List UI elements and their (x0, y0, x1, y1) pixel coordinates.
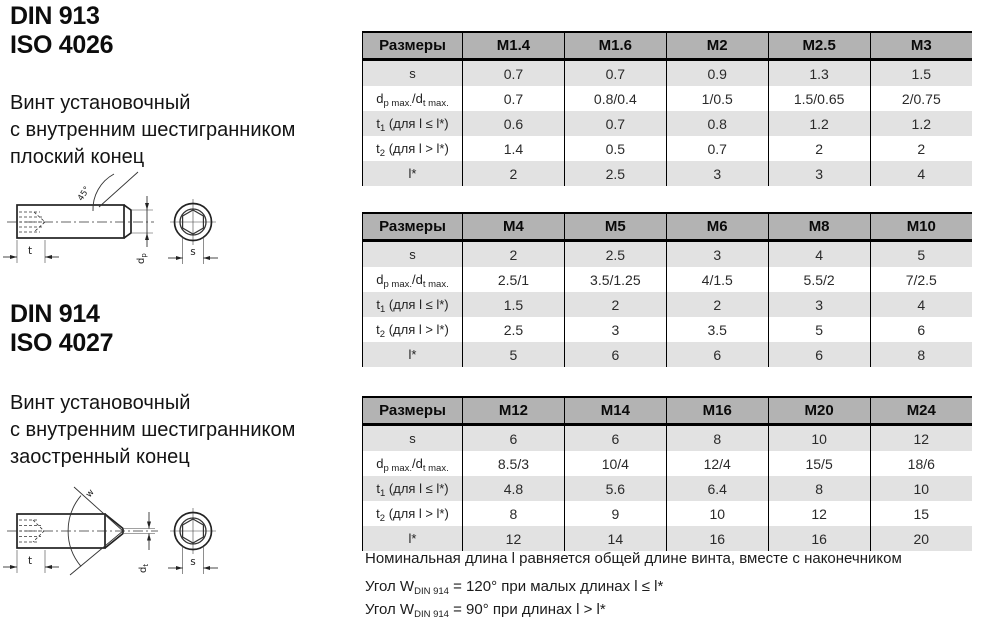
table-row (363, 476, 973, 501)
value-cell: 8 (870, 342, 972, 367)
value-cell: 5.5/2 (768, 267, 870, 292)
value-cell: 4 (870, 161, 972, 186)
text-part: (для l ≤ l*) (385, 481, 449, 496)
value-cell: 15/5 (768, 451, 870, 476)
value-cell: 5 (870, 241, 972, 268)
subscript-text: p max. (383, 279, 413, 290)
size-column-header: M14 (564, 397, 666, 425)
value-cell: 0.7 (564, 111, 666, 136)
dimensions-table-m1.4-m3 (362, 31, 972, 186)
text-part: d (376, 272, 384, 287)
text-part: (для l > l*) (385, 506, 449, 521)
end-view (170, 199, 216, 245)
value-cell: 5 (768, 317, 870, 342)
value-cell: 7/2.5 (870, 267, 972, 292)
value-cell: 5.6 (564, 476, 666, 501)
value-cell: 16 (666, 526, 768, 551)
size-column-header: M10 (870, 213, 972, 241)
flat-point-tip (124, 205, 131, 238)
screw-body (17, 205, 124, 238)
text-part: t (376, 322, 380, 337)
table-row (363, 317, 973, 342)
value-cell: 2 (666, 292, 768, 317)
value-cell: 8 (666, 425, 768, 452)
value-cell: 2.5/1 (463, 267, 565, 292)
value-cell: 12/4 (666, 451, 768, 476)
row-label (363, 86, 463, 111)
product-description-1 (10, 90, 295, 171)
value-cell: 2 (564, 292, 666, 317)
standard-heading-1 (10, 2, 113, 60)
chamfer-angle-label: 45° (76, 184, 93, 203)
dimensions-table-m4-m10 (362, 212, 972, 367)
value-cell: 10 (870, 476, 972, 501)
size-column-header: M1.6 (564, 32, 666, 60)
row-label (363, 425, 463, 452)
value-cell: 6 (564, 425, 666, 452)
value-cell: 1.5 (463, 292, 565, 317)
table-row (363, 425, 973, 452)
value-cell: 10/4 (564, 451, 666, 476)
text-part: (для l ≤ l*) (385, 116, 449, 131)
text-part: Угол W (365, 578, 415, 595)
subscript-text: t max. (422, 98, 449, 109)
value-cell: 2.5 (564, 161, 666, 186)
value-cell: 6 (870, 317, 972, 342)
size-column-header: M16 (666, 397, 768, 425)
value-cell: 2 (768, 136, 870, 161)
row-label (363, 342, 463, 367)
value-cell: 5 (463, 342, 565, 367)
subscript-text: 1 (380, 304, 386, 315)
end-view (170, 508, 216, 554)
table-row (363, 292, 973, 317)
size-column-header: M2 (666, 32, 768, 60)
value-cell: 15 (870, 501, 972, 526)
value-cell: 1.5/0.65 (768, 86, 870, 111)
text-part: Номинальная длина l равняется общей длине винта, вместе с наконечником (365, 550, 902, 567)
value-cell: 0.7 (564, 60, 666, 87)
value-cell: 6 (666, 342, 768, 367)
cone-angle-callout (68, 487, 123, 575)
size-column-header: M24 (870, 397, 972, 425)
value-cell: 1.4 (463, 136, 565, 161)
description-line: заостренный конец (10, 446, 190, 468)
product-description-2 (10, 390, 295, 471)
value-cell: 3 (666, 241, 768, 268)
value-cell: 12 (768, 501, 870, 526)
dimension-t (3, 240, 59, 263)
value-cell: 8.5/3 (463, 451, 565, 476)
subscript-text: DIN 914 (414, 609, 449, 620)
value-cell: 6 (768, 342, 870, 367)
subscript-text: t max. (422, 279, 449, 290)
dimensions-table-m12-m24 (362, 396, 972, 551)
value-cell: 0.7 (666, 136, 768, 161)
value-cell: 1.5 (870, 60, 972, 87)
cone-angle-label: w (84, 487, 97, 500)
table-row (363, 60, 973, 87)
row-label (363, 501, 463, 526)
value-cell: 3 (768, 292, 870, 317)
value-cell: 4.8 (463, 476, 565, 501)
description-line: с внутренним шестигранником (10, 119, 296, 141)
text-part: /d (412, 272, 423, 287)
dimension-dp (131, 196, 153, 264)
value-cell: 9 (564, 501, 666, 526)
text-part: (для l > l*) (385, 322, 449, 337)
value-cell: 0.9 (666, 60, 768, 87)
standard-heading-2 (10, 300, 113, 358)
value-cell: 0.5 (564, 136, 666, 161)
text-part: t (376, 481, 381, 496)
set-screw-cone-end-drawing (0, 470, 232, 588)
value-cell: 3 (666, 161, 768, 186)
description-line: с внутренним шестигранником (10, 419, 296, 441)
row-label (363, 526, 463, 551)
table-row (363, 241, 973, 268)
value-cell: 3 (768, 161, 870, 186)
dimension-dp-label: $d_p$ (136, 253, 148, 264)
size-column-header: M2.5 (768, 32, 870, 60)
size-column-header: M12 (463, 397, 565, 425)
subscript-text: t max. (422, 463, 449, 474)
row-label (363, 317, 463, 342)
text-part: l* (408, 531, 417, 546)
iso-4026-label: ISO 4026 (10, 31, 114, 59)
table-row (363, 342, 973, 367)
value-cell: 2 (463, 241, 565, 268)
table-header-row (363, 32, 973, 60)
dimension-dt (123, 512, 155, 573)
set-screw-flat-end-drawing (0, 166, 232, 272)
dimension-t-label: t (27, 245, 33, 257)
size-column-header: M4 (463, 213, 565, 241)
value-cell: 18/6 (870, 451, 972, 476)
value-cell: 0.6 (463, 111, 565, 136)
text-part: t (376, 506, 380, 521)
row-label (363, 60, 463, 87)
subscript-text: 2 (379, 329, 386, 340)
value-cell: 2 (870, 136, 972, 161)
description-line: Винт установочный (10, 392, 191, 414)
table-row (363, 526, 973, 551)
table-row (363, 111, 973, 136)
table-header-row (363, 397, 973, 425)
size-column-header: M5 (564, 213, 666, 241)
size-column-header: M6 (666, 213, 768, 241)
text-part: Угол W (365, 601, 415, 618)
row-label (363, 451, 463, 476)
value-cell: 8 (768, 476, 870, 501)
note-nominal-length (365, 550, 902, 567)
value-cell: 8 (463, 501, 565, 526)
subscript-text: 1 (380, 488, 386, 499)
text-part: d (376, 456, 384, 471)
text-part: t (376, 116, 381, 131)
value-cell: 12 (870, 425, 972, 452)
size-column-header: M3 (870, 32, 972, 60)
value-cell: 10 (768, 425, 870, 452)
subscript-text: p max. (383, 463, 413, 474)
table-header-row (363, 213, 973, 241)
din-913-label: DIN 913 (10, 2, 100, 30)
table-row (363, 451, 973, 476)
note-angle-120 (365, 578, 663, 595)
row-label (363, 161, 463, 186)
value-cell: 4 (768, 241, 870, 268)
subscript-text: 1 (380, 123, 386, 134)
value-cell: 12 (463, 526, 565, 551)
value-cell: 10 (666, 501, 768, 526)
value-cell: 2/0.75 (870, 86, 972, 111)
dimension-dt-label: $d_t$ (138, 563, 150, 573)
value-cell: 0.8/0.4 (564, 86, 666, 111)
value-cell: 6 (564, 342, 666, 367)
value-cell: 3.5 (666, 317, 768, 342)
table-row (363, 501, 973, 526)
iso-4027-label: ISO 4027 (10, 329, 114, 357)
text-part: = 120° при малых длинах l ≤ l* (448, 578, 664, 595)
row-label (363, 292, 463, 317)
value-cell: 0.7 (463, 86, 565, 111)
description-line: Винт установочный (10, 92, 191, 114)
dimension-t-label: t (27, 555, 33, 567)
value-cell: 3.5/1.25 (564, 267, 666, 292)
dimension-s-label: s (190, 556, 196, 568)
subscript-text: 2 (379, 513, 386, 524)
text-part: l* (408, 166, 417, 181)
table-row (363, 161, 973, 186)
value-cell: 1/0.5 (666, 86, 768, 111)
row-label (363, 111, 463, 136)
value-cell: 0.7 (463, 60, 565, 87)
text-part: d (376, 91, 384, 106)
value-cell: 2.5 (463, 317, 565, 342)
note-angle-90 (365, 601, 606, 618)
text-part: (для l ≤ l*) (385, 297, 449, 312)
table-row (363, 86, 973, 111)
text-part: /d (412, 456, 423, 471)
description-line: плоский конец (10, 146, 145, 168)
size-column-header: M8 (768, 213, 870, 241)
size-column-header: M1.4 (463, 32, 565, 60)
value-cell: 16 (768, 526, 870, 551)
value-cell: 14 (564, 526, 666, 551)
value-cell: 0.8 (666, 111, 768, 136)
table-row (363, 267, 973, 292)
value-cell: 2 (463, 161, 565, 186)
text-part: s (409, 247, 416, 262)
text-part: l* (408, 347, 417, 362)
text-part: /d (412, 91, 423, 106)
size-column-header: M20 (768, 397, 870, 425)
value-cell: 6.4 (666, 476, 768, 501)
value-cell: 3 (564, 317, 666, 342)
row-label-header: Размеры (363, 213, 463, 241)
text-part: = 90° при длинах l > l* (448, 601, 606, 618)
value-cell: 2.5 (564, 241, 666, 268)
text-part: s (409, 431, 416, 446)
dimension-t (3, 550, 59, 573)
din-914-label: DIN 914 (10, 300, 100, 328)
subscript-text: p max. (383, 98, 413, 109)
subscript-text: DIN 914 (414, 586, 449, 597)
row-label (363, 241, 463, 268)
text-part: t (376, 141, 380, 156)
value-cell: 4/1.5 (666, 267, 768, 292)
value-cell: 1.2 (768, 111, 870, 136)
dimension-s-label: s (190, 246, 196, 258)
subscript-text: 2 (379, 148, 386, 159)
table-row (363, 136, 973, 161)
text-part: t (376, 297, 381, 312)
text-part: s (409, 66, 416, 81)
value-cell: 1.2 (870, 111, 972, 136)
row-label-header: Размеры (363, 397, 463, 425)
text-part: (для l > l*) (385, 141, 449, 156)
value-cell: 6 (463, 425, 565, 452)
row-label (363, 136, 463, 161)
value-cell: 4 (870, 292, 972, 317)
row-label (363, 476, 463, 501)
row-label (363, 267, 463, 292)
row-label-header: Размеры (363, 32, 463, 60)
value-cell: 1.3 (768, 60, 870, 87)
value-cell: 20 (870, 526, 972, 551)
